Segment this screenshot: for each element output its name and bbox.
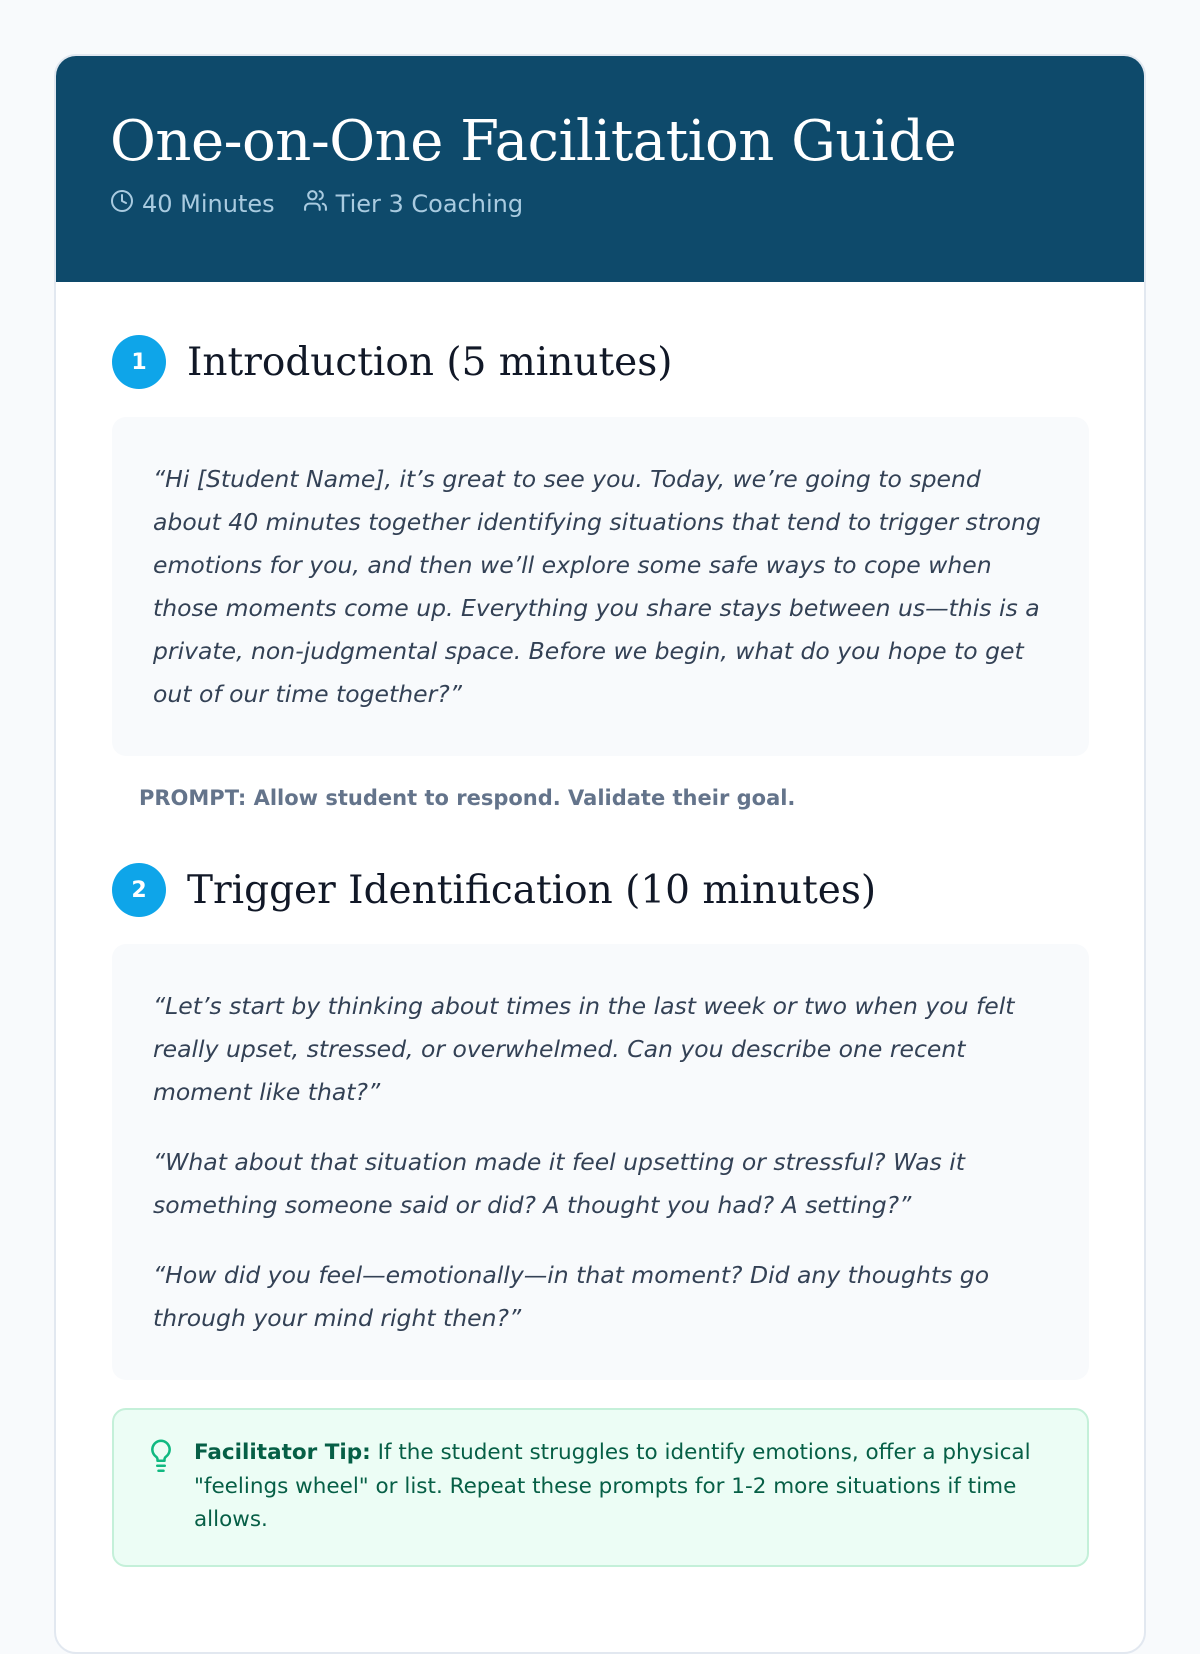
- clock-icon: [110, 189, 142, 219]
- facilitator-prompt: PROMPT: Allow student to respond. Validate their goal.: [139, 786, 796, 810]
- page-title: One-on-One Facilitation Guide: [110, 109, 957, 174]
- script-paragraph: “Let’s start by thinking about times in the last week or two when you felt really upset, stressed, or overwhelmed. Can you describe one recent moment like that?”: [153, 992, 1015, 1106]
- audience-meta: [303, 188, 523, 219]
- section-title: Trigger Identification (10 minutes): [187, 867, 877, 913]
- section-heading: [112, 334, 1089, 390]
- users-icon: [303, 188, 336, 219]
- tip-body: [194, 1436, 1057, 1537]
- facilitator-tip: [112, 1408, 1089, 1567]
- guide-card: [54, 54, 1146, 1654]
- script-box: [112, 944, 1089, 1380]
- guide-content: [56, 282, 1144, 1567]
- step-number-badge: 2: [112, 863, 166, 917]
- duration-label: 40 Minutes: [142, 189, 275, 218]
- script-paragraph: “What about that situation made it feel upsetting or stressful? Was it something someone said or did? A thought you had? A setting?”: [153, 1148, 965, 1219]
- section-title: Introduction (5 minutes): [187, 339, 673, 385]
- duration-meta: [110, 189, 275, 219]
- script-paragraph: “Hi [Student Name], it’s great to see you. Today, we’re going to spend about 40 minutes together identifying situations that tend to trigger strong emotions for you, and then we’ll explore some safe ways to cope when those moments come up. Everything you share stays between us—this is a private, non-judgmental space. Before we begin, what do you hope to get out of our time together?”: [153, 465, 1041, 708]
- audience-label: Tier 3 Coaching: [335, 189, 524, 218]
- lightbulb-icon: [146, 1438, 176, 1537]
- script-paragraph: “How did you feel—emotionally—in that moment? Did any thoughts go through your mind right then?”: [153, 1261, 990, 1332]
- guide-header: [56, 56, 1144, 282]
- tip-label: Facilitator Tip:: [194, 1440, 371, 1465]
- step-number-badge: 1: [112, 335, 166, 389]
- section-heading: [112, 862, 1089, 918]
- guide-meta: [110, 188, 1090, 219]
- script-box: [112, 417, 1089, 756]
- tip-text: If the student struggles to identify emotions, offer a physical "feelings wheel" or list. Repeat these prompts for 1-2 more situations if time allows.: [194, 1440, 1031, 1532]
